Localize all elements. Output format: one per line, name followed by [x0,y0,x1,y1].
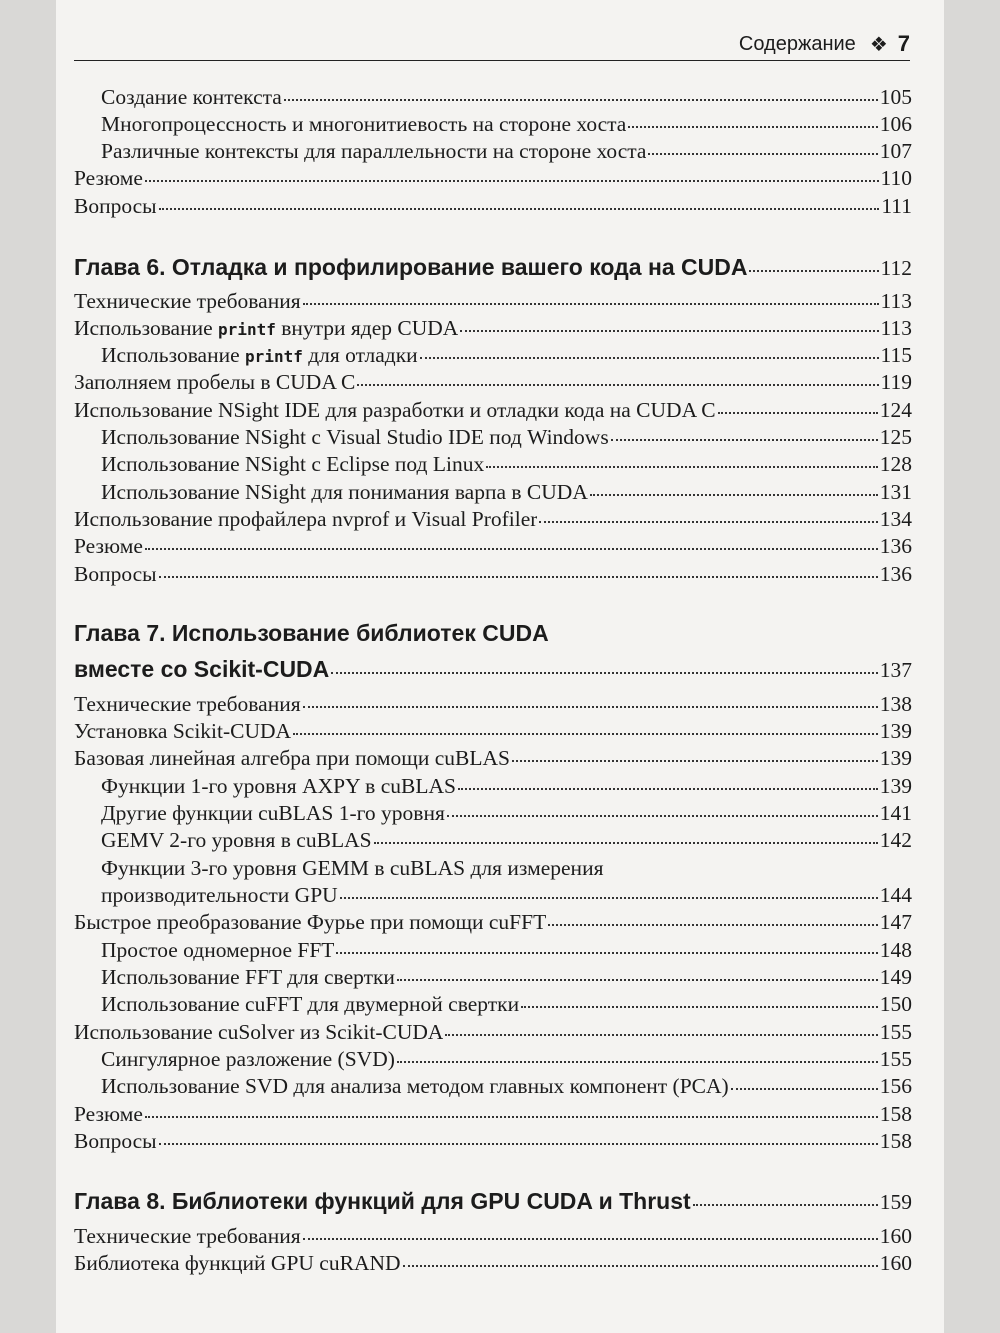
toc-entry: Использование printf для отладки 115 [101,343,912,367]
toc-entry: Использование cuFFT для двумерной свертки 150 [101,992,912,1016]
toc-entry: Базовая линейная алгебра при помощи cuBLAS 139 [74,746,912,770]
running-header [74,28,910,61]
toc-entry-line1: Функции 3-го уровня GEMM в cuBLAS для измерения [101,856,604,880]
toc-entry: Использование профайлера nvprof и Visual Profiler 134 [74,507,912,531]
toc-entry: Сингулярное разложение (SVD) 155 [101,1047,912,1071]
toc-entry: Установка Scikit-CUDA 139 [74,719,912,743]
toc-entry: Резюме 136 [74,534,912,558]
toc-entry: Другие функции cuBLAS 1-го уровня 141 [101,801,912,825]
toc-entry: Использование SVD для анализа методом главных компонент (PCA) 156 [101,1074,912,1098]
toc-entry: Вопросы 111 [74,194,912,218]
toc-entry: Использование cuSolver из Scikit-CUDA 155 [74,1020,912,1044]
header-page-number: 7 [897,31,910,56]
toc-entry: Библиотека функций GPU cuRAND 160 [74,1251,912,1275]
toc-entry: Заполняем пробелы в CUDA C 119 [74,370,912,394]
toc-entry: Многопроцессность и многонитиевость на стороне хоста 106 [101,112,912,136]
toc-chapter-7: вместе со Scikit-CUDA 137 [74,656,912,682]
toc-entry: Резюме 158 [74,1102,912,1126]
toc-chapter-7-line1: Глава 7. Использование библиотек CUDA [74,620,549,646]
header-ornament-icon: ❖ [869,33,888,56]
toc-entry: Различные контексты для параллельности на стороне хоста 107 [101,139,912,163]
toc-entry: Использование NSight с Eclipse под Linux 128 [101,452,912,476]
toc-entry: Технические требования 113 [74,289,912,313]
toc-chapter-8: Глава 8. Библиотеки функций для GPU CUDA и Thrust 159 [74,1188,912,1214]
toc-entry: Технические требования 138 [74,692,912,716]
toc-entry: Использование NSight IDE для разработки и отладки кода на CUDA C 124 [74,398,912,422]
toc-entry: Технические требования 160 [74,1224,912,1248]
toc-entry: Использование NSight для понимания варпа в CUDA 131 [101,480,912,504]
toc-entry: Быстрое преобразование Фурье при помощи cuFFT 147 [74,910,912,934]
toc-entry: Использование FFT для свертки 149 [101,965,912,989]
toc-entry: Резюме 110 [74,166,912,190]
toc-entry: Создание контекста 105 [101,85,912,109]
toc-entry: Вопросы 158 [74,1129,912,1153]
toc-entry: Простое одномерное FFT 148 [101,938,912,962]
header-section-title: Содержание [738,32,856,55]
toc-entry: Функции 1-го уровня AXPY в cuBLAS 139 [101,774,912,798]
toc-chapter-6: Глава 6. Отладка и профилирование вашего кода на CUDA 112 [74,254,912,280]
toc-entry: производительности GPU 144 [101,883,912,907]
toc-entry: Вопросы 136 [74,562,912,586]
toc-entry: Использование NSight с Visual Studio IDE под Windows 125 [101,425,912,449]
toc-entry: GEMV 2-го уровня в cuBLAS 142 [101,828,912,852]
toc-entry: Использование printf внутри ядер CUDA 113 [74,316,912,340]
